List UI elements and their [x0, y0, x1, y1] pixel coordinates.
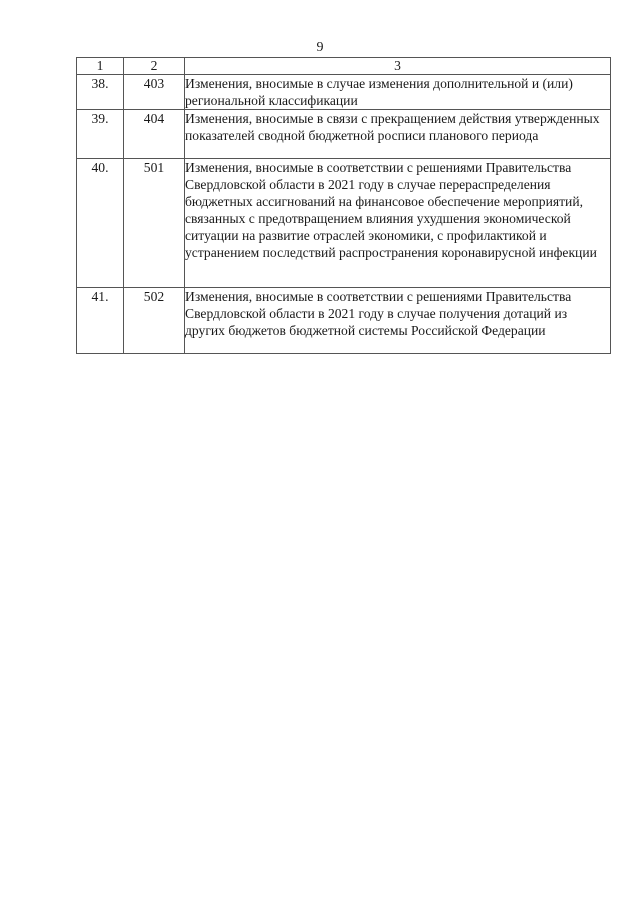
table-header-row — [77, 58, 611, 75]
page-number: 9 — [316, 40, 324, 55]
row-description-cell: Изменения, вносимые в соответствии с решениями Правительства Свердловской области в 2021 году в случае перераспределения бюджетных ассигнований на финансовое обеспечение мероприятий, связанных с предотвращением влияния ухудшения экономической ситуации на развитие отраслей экономики, с профилактикой и устранением последствий распространения коронавирусной инфекции — [185, 159, 611, 288]
table-row — [77, 288, 611, 354]
row-number-cell: 40. — [77, 159, 124, 288]
table-row — [77, 110, 611, 159]
table-row — [77, 159, 611, 288]
row-description-cell: Изменения, вносимые в связи с прекращением действия утвержденных показателей сводной бюджетной росписи планового периода — [185, 110, 611, 159]
budget-changes-table — [76, 57, 611, 354]
row-description-cell: Изменения, вносимые в соответствии с решениями Правительства Свердловской области в 2021 году в случае получения дотаций из других бюджетов бюджетной системы Российской Федерации — [185, 288, 611, 354]
row-number-cell: 39. — [77, 110, 124, 159]
row-code-cell: 403 — [124, 75, 185, 110]
row-code-cell: 501 — [124, 159, 185, 288]
column-header-description: 3 — [185, 58, 611, 75]
row-number-cell: 41. — [77, 288, 124, 354]
row-number-cell: 38. — [77, 75, 124, 110]
column-header-code: 2 — [124, 58, 185, 75]
table-row — [77, 75, 611, 110]
row-code-cell: 404 — [124, 110, 185, 159]
column-header-number: 1 — [77, 58, 124, 75]
row-code-cell: 502 — [124, 288, 185, 354]
row-description-cell: Изменения, вносимые в случае изменения дополнительной и (или) региональной классификации — [185, 75, 611, 110]
